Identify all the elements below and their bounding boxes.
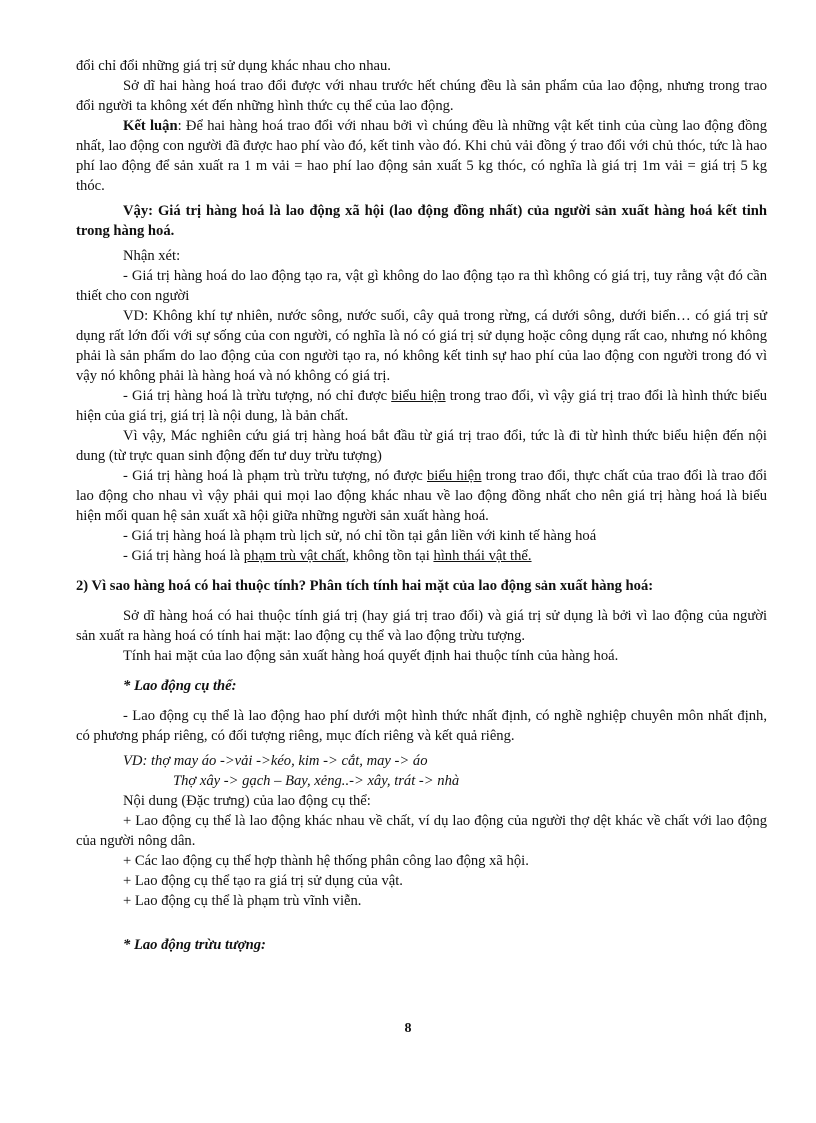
paragraph: Sở dĩ hàng hoá có hai thuộc tính giá trị (hay giá trị trao đổi) và giá trị sử dụng là bởi vì lao động của người sản xuất ra hàng hoá có tính hai mặt: lao động cụ thể và lao động trừu tượng. — [76, 608, 767, 644]
example-paragraph: VD: Không khí tự nhiên, nước sông, nước suối, cây quả trong rừng, cá dưới sông, dưới biển… có giá trị sử dụng rất lớn đối với sự sống của con người, có nghĩa là nó có giá trị sử dụng hoặc công dụng rất cao, nhưng nó không phải là sản phẩm do lao động của con người tạo ra, nó không kết tinh sự hao phí của lao động con người trong đó vì vậy nó không phải là hàng hoá và nó không có giá trị. — [76, 308, 767, 384]
subsection-heading: * Lao động trừu tượng: — [123, 937, 266, 953]
paragraph: - Giá trị hàng hoá là trừu tượng, nó chỉ được biểu hiện trong trao đổi, vì vậy giá trị trao đổi là hình thức biểu hiện của giá trị, giá trị là nội dung, là bản chất. — [76, 388, 768, 424]
paragraph: Tính hai mặt của lao động sản xuất hàng hoá quyết định hai thuộc tính của hàng hoá. — [123, 648, 619, 664]
example-line: VD: thợ may áo ->vải ->kéo, kim -> cắt, may -> áo — [123, 753, 428, 769]
list-item: + Lao động cụ thể tạo ra giá trị sử dụng của vật. — [123, 873, 403, 889]
list-item: + Lao động cụ thể là lao động khác nhau về chất, ví dụ lao động của người thợ dệt khác về chất với lao động của người nông dân. — [76, 813, 767, 849]
document-page — [76, 56, 767, 955]
list-item: + Các lao động cụ thể hợp thành hệ thống phân công lao động xã hội. — [123, 853, 529, 869]
paragraph: Vì vậy, Mác nghiên cứu giá trị hàng hoá bắt đầu từ giá trị trao đổi, tức là đi từ hình thức biểu hiện đến nội dung (từ trực quan sinh động đến tư duy trừu tượng) — [76, 428, 767, 464]
paragraph: - Giá trị hàng hoá là phạm trù vật chất, không tồn tại hình thái vật thể. — [123, 548, 532, 564]
paragraph: Sở dĩ hai hàng hoá trao đổi được với nhau trước hết chúng đều là sản phẩm của lao động, nhưng trong trao đổi người ta không xét đến những hình thức cụ thể của lao động. — [76, 78, 767, 114]
paragraph: - Giá trị hàng hoá do lao động tạo ra, vật gì không do lao động tạo ra thì không có giá trị, tuy rằng vật đó cần thiết cho con người — [76, 268, 767, 304]
list-item: + Lao động cụ thể là phạm trù vĩnh viễn. — [123, 893, 362, 909]
subsection-heading: * Lao động cụ thể: — [123, 678, 237, 694]
conclusion-paragraph: Kết luận: Để hai hàng hoá trao đổi với nhau bởi vì chúng đều là những vật kết tinh của cùng lao động đồng nhất, lao động con người đã được hao phí vào đó, kết tinh vào đó. Khi chủ vải đồng ý trao đổi với chủ thóc, tức là hao phí lao động để sản xuất ra 1 m vải = hao phí lao động sản xuất 5 kg thóc, có nghĩa là giá trị 1m vải = giá trị 5 kg thóc. — [76, 118, 767, 194]
conclusion-label: Kết luận — [123, 118, 178, 134]
definition-paragraph: Vậy: Giá trị hàng hoá là lao động xã hội (lao động đồng nhất) của người sản xuất hàng hoá kết tinh trong hàng hoá. — [76, 203, 767, 239]
section-heading: 2) Vì sao hàng hoá có hai thuộc tính? Phân tích tính hai mặt của lao động sản xuất hàng hoá: — [76, 578, 654, 594]
paragraph: Nội dung (Đặc trưng) của lao động cụ thể: — [123, 793, 371, 809]
example-line: Thợ xây -> gạch – Bay, xẻng..-> xây, trát -> nhà — [173, 773, 460, 789]
paragraph: Nhận xét: — [123, 248, 181, 264]
paragraph: - Giá trị hàng hoá là phạm trù trừu tượng, nó được biểu hiện trong trao đổi, thực chất của trao đổi là trao đổi lao động cho nhau vì vậy phải qui mọi lao động khác nhau về lao động đồng nhất cho nên giá trị hàng hoá là biểu hiện mối quan hệ sản xuất xã hội giữa những người sản xuất hàng hoá. — [76, 468, 768, 524]
paragraph: đổi chỉ đổi những giá trị sử dụng khác nhau cho nhau. — [76, 58, 391, 74]
page-number: 8 — [404, 1021, 412, 1036]
paragraph: - Giá trị hàng hoá là phạm trù lịch sử, nó chỉ tồn tại gắn liền với kinh tế hàng hoá — [123, 528, 597, 544]
paragraph: - Lao động cụ thể là lao động hao phí dưới một hình thức nhất định, có nghề nghiệp chuyên môn nhất định, có phương pháp riêng, có đối tượng riêng, mục đích riêng và kết quả riêng. — [76, 708, 767, 744]
